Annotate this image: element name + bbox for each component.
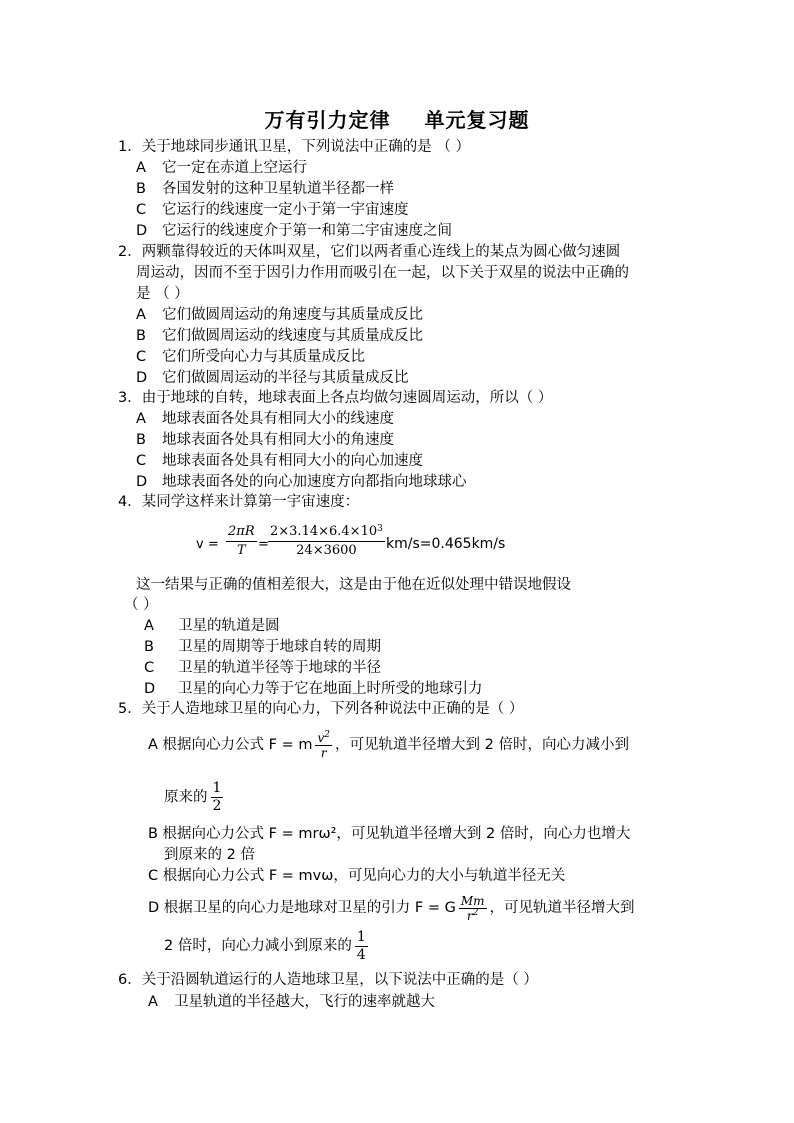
q2-stem-line2: 周运动，因而不至于因引力作用而吸引在一起，以下关于双星的说法中正确的 <box>136 265 629 281</box>
q1-option-a: A 它一定在赤道上空运行 <box>136 160 307 176</box>
q3-stem: 3．由于地球的自转，地球表面上各点均做匀速圆周运动，所以（ ） <box>118 390 553 406</box>
title-part2: 单元复习题 <box>424 108 530 132</box>
q2-option-a: A 它们做圆周运动的角速度与其质量成反比 <box>136 307 423 323</box>
q2-stem-line1: 2．两颗靠得较近的天体叫双星，它们以两者重心连线上的某点为圆心做匀速圆 <box>118 244 621 260</box>
q4-option-a: A 卫星的轨道是圆 <box>144 618 280 634</box>
q3-option-d: D 地球表面各处的向心加速度方向都指向地球球心 <box>136 474 467 490</box>
q4-formula <box>196 524 526 568</box>
q4-option-d: D 卫星的向心力等于它在地面上时所受的地球引力 <box>144 681 483 697</box>
q5-option-b: B 根据向心力公式 F = mrω²，可见轨道半径增大到 2 倍时，向心力也增大 <box>148 826 631 842</box>
fraction-1-denominator: T <box>236 543 246 558</box>
formula-lhs: v = <box>196 537 219 552</box>
q2-option-b: B 它们做圆周运动的线速度与其质量成反比 <box>136 328 423 344</box>
formula-result: km/s=0.465km/s <box>386 536 506 552</box>
q3-option-c: C 地球表面各处具有相同大小的向心加速度 <box>136 453 423 469</box>
q1-option-b: B 各国发射的这种卫星轨道半径都一样 <box>136 181 394 197</box>
q2-option-d: D 它们做圆周运动的半径与其质量成反比 <box>136 370 409 386</box>
q5-a-half-fraction: $\frac{1}{2}$ <box>212 780 222 814</box>
q5-stem: 5．关于人造地球卫星的向心力，下列各种说法中正确的是（ ） <box>118 701 524 717</box>
q1-option-d: D 它运行的线速度介于第一和第二宇宙速度之间 <box>136 223 452 239</box>
q5-option-a: A 根据向心力公式 F = m $\frac{v^2}{r}$ ，可见轨道半径增大到 2 倍时，向心力减小到 <box>148 729 629 760</box>
q4-option-b: B 卫星的周期等于地球自转的周期 <box>144 639 381 655</box>
q5-option-d-line2: 2 倍时，向心力减小到原来的 $\frac{1}{4}$ <box>164 928 366 963</box>
fraction-2-numerator: $2\times 3.14\times 6.4\times 10^3$ <box>268 524 385 542</box>
q6-stem: 6．关于沿圆轨道运行的人造地球卫星，以下说法中正确的是（ ） <box>118 972 538 988</box>
fraction-2-denominator: 24×3600 <box>296 543 357 558</box>
formula-fraction-1 <box>226 524 257 559</box>
page-title <box>0 104 794 133</box>
q4-stem: 4．某同学这样来计算第一宇宙速度： <box>118 494 360 510</box>
q5-option-c: C 根据向心力公式 F = mvω，可见向心力的大小与轨道半径无关 <box>148 868 566 884</box>
formula-fraction-2 <box>268 524 385 559</box>
title-part1: 万有引力定律 <box>264 108 391 132</box>
q5-d-fraction: $\frac{Mm}{r^2}$ <box>460 893 485 923</box>
q2-option-c: C 它们所受向心力与其质量成反比 <box>136 349 365 365</box>
q5-option-d: D 根据卫星的向心力是地球对卫星的引力 F = G $\frac{Mm}{r^2}$ ，可见轨道半径增大到 <box>148 893 635 923</box>
q4-stem-line3: （ ） <box>124 597 158 613</box>
formula-equals: = <box>258 537 269 552</box>
q5-option-a-line2: 原来的 $\frac{1}{2}$ <box>164 780 222 814</box>
q5-a-fraction: $\frac{v^2}{r}$ <box>317 729 330 760</box>
q3-option-b: B 地球表面各处具有相同大小的角速度 <box>136 432 394 448</box>
q4-option-c: C 卫星的轨道半径等于地球的半径 <box>144 660 381 676</box>
q3-option-a: A 地球表面各处具有相同大小的线速度 <box>136 411 394 427</box>
fraction-1-numerator: 2πR <box>226 524 257 542</box>
q4-stem-line2: 这一结果与正确的值相差很大，这是由于他在近似处理中错误地假设 <box>136 577 571 593</box>
q2-stem-line3: 是 （ ） <box>136 286 189 302</box>
q1-option-c: C 它运行的线速度一定小于第一宇宙速度 <box>136 202 409 218</box>
q1-stem: 1．关于地球同步通讯卫星，下列说法中正确的是 （ ） <box>118 139 470 155</box>
q5-d-quarter-fraction: $\frac{1}{4}$ <box>356 928 366 963</box>
q5-option-b-line2: 到原来的 2 倍 <box>164 847 255 863</box>
q6-option-a: A 卫星轨道的半径越大，飞行的速率就越大 <box>148 994 435 1010</box>
